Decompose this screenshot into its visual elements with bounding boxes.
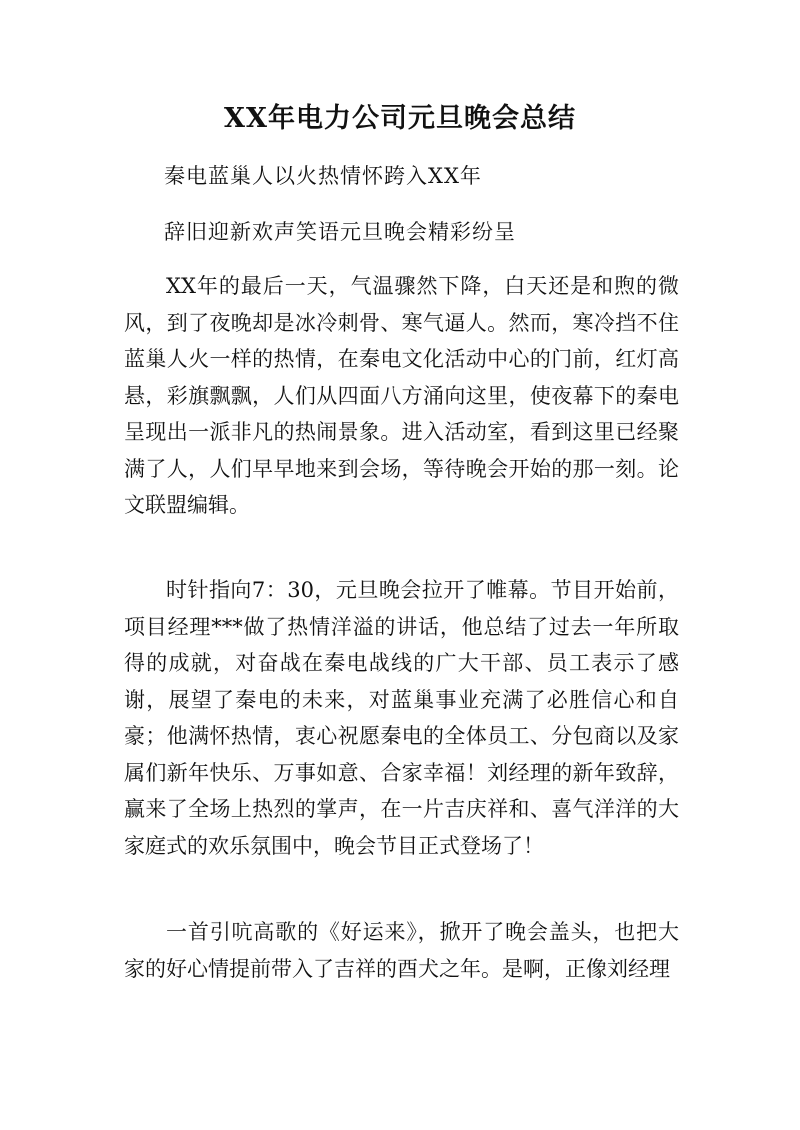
document-title: XX年电力公司元旦晚会总结 [224, 103, 576, 134]
body-paragraph-3: 一首引吭高歌的《好运来》，掀开了晚会盖头，也把大家的好心情提前带入了吉祥的酉犬之年。是啊，正像刘经理 [124, 920, 679, 981]
body-paragraph-1: XX年的最后一天，气温骤然下降，白天还是和煦的微风，到了夜晚却是冰冷刺骨、寒气逼人。然而，寒冷挡不住蓝巢人火一样的热情，在秦电文化活动中心的门前，红灯高悬，彩旗飘飘，人们从四面八方涌向这里，使夜幕下的秦电呈现出一派非凡的热闹景象。进入活动室，看到这里已经聚满了人，人们早早地来到会场，等待晚会开始的那一刻。论文联盟编辑。 [124, 274, 679, 517]
subtitle-line-1: 秦电蓝巢人以火热情怀跨入XX年 [164, 164, 482, 188]
subtitle-line-2: 辞旧迎新欢声笑语元旦晚会精彩纷呈 [164, 220, 516, 244]
body-paragraph-2: 时针指向7：30，元旦晚会拉开了帷幕。节目开始前，项目经理***做了热情洋溢的讲话，他总结了过去一年所取得的成就，对奋战在秦电战线的广大干部、员工表示了感谢，展望了秦电的未来，对蓝巢事业充满了必胜信心和自豪；他满怀热情，衷心祝愿秦电的全体员工、分包商以及家属们新年快乐、万事如意、合家幸福！刘经理的新年致辞，赢来了全场上热烈的掌声，在一片吉庆祥和、喜气洋洋的大家庭式的欢乐氛围中，晚会节目正式登场了！ [124, 578, 679, 858]
